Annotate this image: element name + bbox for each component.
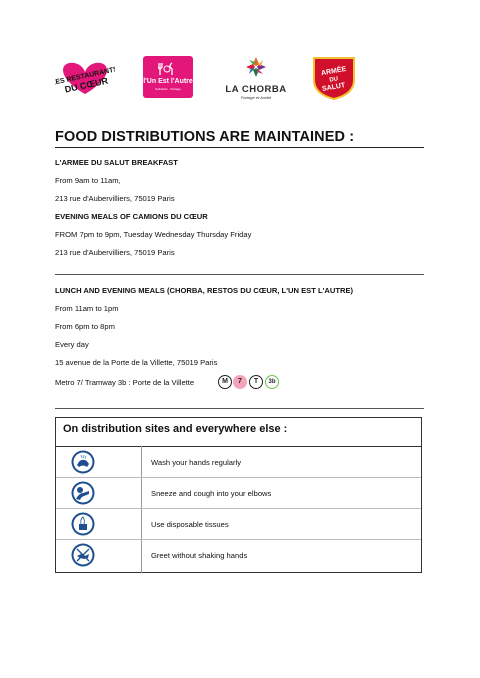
metro-directions: Metro 7/ Tramway 3b : Porte de la Villette (55, 378, 195, 387)
precautions-title-row (56, 418, 421, 447)
tissue-icon (71, 512, 95, 536)
elbow-sneeze-icon (71, 481, 95, 505)
camions-du-coeur-heading: EVENING MEALS OF CAMIONS DU CŒUR (55, 212, 208, 221)
armee-du-salut-hours: From 9am to 11am, (55, 176, 121, 185)
precaution-row (56, 478, 421, 508)
armee-du-salut-logo (310, 56, 358, 100)
precaution-row (56, 447, 421, 477)
section-divider-2 (55, 408, 424, 409)
precaution-text: Greet without shaking hands (151, 551, 248, 560)
days-text: Every day (55, 340, 89, 349)
armee-du-salut-address: 213 rue d'Aubervilliers, 75019 Paris (55, 194, 175, 203)
un-est-l-autre-label: l'Un Est l'Autre (143, 78, 193, 85)
la-chorba-sub: Partage et Amitié (240, 95, 272, 100)
precaution-text: Sneeze and cough into your elbows (151, 489, 272, 498)
svg-text:LES RESTAURANTS: LES RESTAURANTS (55, 66, 115, 88)
camions-du-coeur-hours: FROM 7pm to 9pm, Tuesday Wednesday Thursday Friday (55, 230, 252, 239)
lunch-evening-heading: LUNCH AND EVENING MEALS (CHORBA, RESTOS DU CŒUR, L'UN EST L'AUTRE) (55, 286, 354, 295)
un-est-l-autre-logo (143, 56, 193, 98)
partner-logos (55, 56, 425, 102)
svg-text:ARMÉE: ARMÉE (320, 65, 347, 78)
precaution-text: Wash your hands regularly (151, 458, 242, 467)
line-3b-icon: 3b (265, 375, 279, 389)
camions-du-coeur-address: 213 rue d'Aubervilliers, 75019 Paris (55, 248, 175, 257)
la-chorba-logo (221, 56, 291, 100)
title-divider (55, 147, 424, 148)
precaution-row (56, 509, 421, 539)
evening-hours: From 6pm to 8pm (55, 322, 115, 331)
precautions-table (55, 417, 422, 573)
svg-text:DU CŒUR: DU CŒUR (63, 75, 109, 95)
lunch-hours: From 11am to 1pm (55, 304, 119, 313)
page-title: FOOD DISTRIBUTIONS ARE MAINTAINED : (55, 129, 355, 145)
la-chorba-label: LA CHORBA (225, 84, 287, 95)
tramway-icon: T (249, 375, 263, 389)
line-7-icon: 7 (233, 375, 247, 389)
armee-du-salut-heading: L'ARMEE DU SALUT BREAKFAST (55, 158, 178, 167)
svg-text:DU: DU (329, 76, 339, 84)
un-est-l-autre-sub: Solidarité · Partage (155, 87, 181, 91)
precautions-title: On distribution sites and everywhere else : (63, 423, 288, 435)
no-handshake-icon (71, 543, 95, 567)
distribution-address: 15 avenue de la Porte de la Villette, 75019 Paris (55, 358, 218, 367)
section-divider (55, 274, 424, 275)
hand-wash-icon (71, 450, 95, 474)
precaution-text: Use disposable tissues (151, 520, 229, 529)
precaution-row (56, 540, 421, 570)
restos-du-coeur-logo (55, 58, 115, 98)
svg-text:SALUT: SALUT (321, 82, 346, 93)
metro-icon: M (218, 375, 232, 389)
